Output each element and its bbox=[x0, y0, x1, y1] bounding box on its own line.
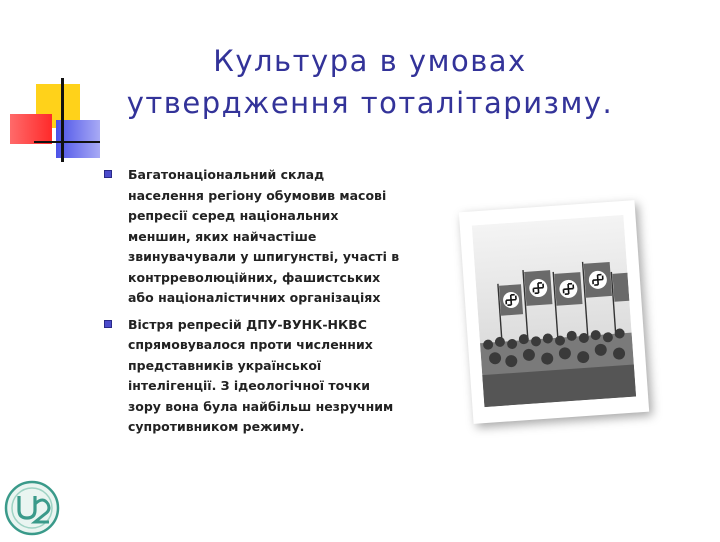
bullet-item bbox=[100, 314, 400, 437]
bullet-text: Вістря репресій ДПУ-ВУНК-НКВС спрямовувалося проти численних представників української інтелігенції. З ідеологічної точки зору вона була найбільш незручним супротивником режиму. bbox=[128, 316, 394, 434]
slide-title bbox=[100, 40, 640, 124]
decor-red-square bbox=[10, 114, 52, 144]
corner-decoration bbox=[0, 0, 110, 170]
decor-vertical-line bbox=[61, 78, 64, 162]
bullet-list bbox=[100, 164, 400, 443]
decor-horizontal-line bbox=[34, 141, 100, 143]
ua-logo-icon bbox=[2, 478, 62, 538]
photo-frame bbox=[459, 200, 649, 424]
bullet-square-icon bbox=[104, 320, 112, 328]
bullet-square-icon bbox=[104, 170, 112, 178]
bullet-item bbox=[100, 164, 400, 308]
slide-title-line-2: утвердження тоталітаризму. bbox=[126, 86, 614, 120]
swastika-flags-photo bbox=[472, 215, 636, 407]
bullet-text: Багатонаціональний склад населення регіону обумовив масові репресії серед національних меншин, яких найчастіше звинувачували у шпигунстві, участі в контрреволюційних, фашистських або націоналістичних організаціях bbox=[128, 167, 400, 305]
slide-title-line-1: Культура в умовах bbox=[213, 44, 527, 78]
